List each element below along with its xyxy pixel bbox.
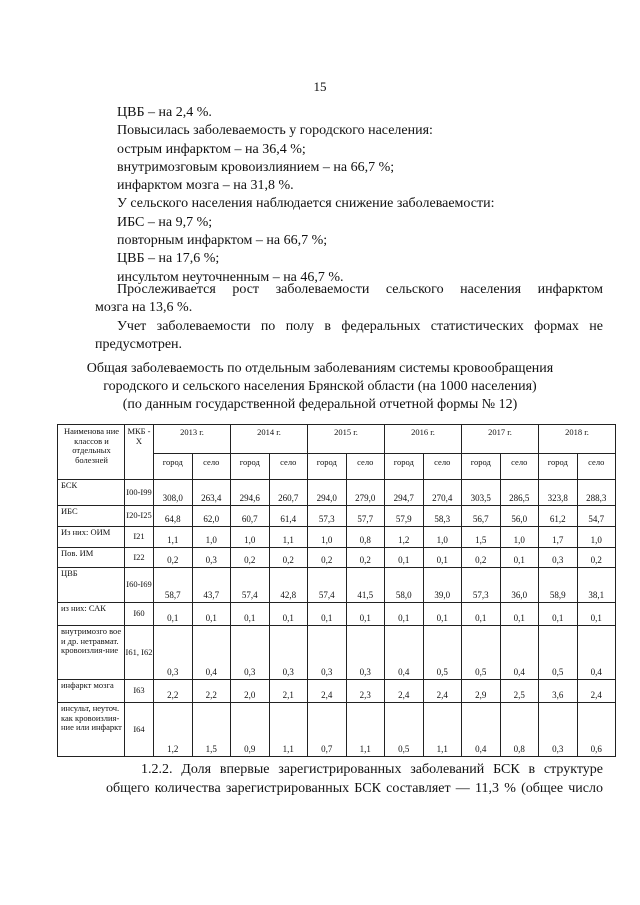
city-value-cell: 303,5 bbox=[462, 480, 501, 506]
subheader-village: село bbox=[346, 454, 385, 480]
village-value-cell: 36,0 bbox=[500, 568, 539, 603]
table-row bbox=[58, 680, 616, 703]
city-value-cell: 1,7 bbox=[539, 527, 578, 548]
city-value-cell: 0,5 bbox=[385, 703, 424, 757]
village-value-cell: 2,1 bbox=[269, 680, 308, 703]
table-row bbox=[58, 703, 616, 757]
village-value-cell: 270,4 bbox=[423, 480, 462, 506]
table-row bbox=[58, 626, 616, 680]
village-value-cell: 0,8 bbox=[346, 527, 385, 548]
village-value-cell: 43,7 bbox=[192, 568, 231, 603]
city-value-cell: 1,5 bbox=[462, 527, 501, 548]
section-1-2-2 bbox=[106, 761, 603, 798]
city-value-cell: 0,7 bbox=[308, 703, 347, 757]
year-header: 2016 г. bbox=[385, 425, 462, 454]
city-value-cell: 0,2 bbox=[462, 548, 501, 568]
table-row bbox=[58, 603, 616, 626]
year-header: 2017 г. bbox=[462, 425, 539, 454]
city-value-cell: 0,1 bbox=[154, 603, 193, 626]
city-value-cell: 294,6 bbox=[231, 480, 270, 506]
paragraph-line: Учет заболеваемости по полу в федеральных статистических формах не bbox=[117, 319, 603, 334]
city-value-cell: 1,1 bbox=[154, 527, 193, 548]
village-value-cell: 0,2 bbox=[269, 548, 308, 568]
intro-line: внутримозговым кровоизлиянием – на 66,7 %; bbox=[117, 159, 395, 175]
subheader-city: город bbox=[462, 454, 501, 480]
subheader-village: село bbox=[500, 454, 539, 480]
subheader-city: город bbox=[385, 454, 424, 480]
city-value-cell: 0,1 bbox=[539, 603, 578, 626]
table-row bbox=[58, 568, 616, 603]
intro-line: ЦВБ – на 2,4 %. bbox=[117, 105, 212, 120]
city-value-cell: 2,4 bbox=[385, 680, 424, 703]
year-header: 2018 г. bbox=[539, 425, 616, 454]
subheader-city: город bbox=[231, 454, 270, 480]
village-value-cell: 288,3 bbox=[577, 480, 616, 506]
city-value-cell: 0,9 bbox=[231, 703, 270, 757]
village-value-cell: 0,8 bbox=[500, 703, 539, 757]
subheader-city: город bbox=[308, 454, 347, 480]
village-value-cell: 1,0 bbox=[500, 527, 539, 548]
table-title-line: (по данным государственной федеральной отчетной формы № 12) bbox=[122, 397, 518, 412]
city-value-cell: 3,6 bbox=[539, 680, 578, 703]
table-row bbox=[58, 506, 616, 527]
subheader-city: город bbox=[539, 454, 578, 480]
city-value-cell: 0,3 bbox=[539, 548, 578, 568]
table-title-line: городского и сельского населения Брянской области (на 1000 населения) bbox=[103, 379, 537, 394]
village-value-cell: 0,4 bbox=[192, 626, 231, 680]
table-row bbox=[58, 480, 616, 506]
icd-code-cell: I63 bbox=[125, 680, 154, 703]
icd-code-cell: I60 bbox=[125, 603, 154, 626]
city-value-cell: 0,2 bbox=[154, 548, 193, 568]
paragraph-line: предусмотрен. bbox=[95, 337, 183, 353]
city-value-cell: 57,9 bbox=[385, 506, 424, 527]
city-value-cell: 2,2 bbox=[154, 680, 193, 703]
subheader-village: село bbox=[423, 454, 462, 480]
icd-code-cell: I00-I99 bbox=[125, 480, 154, 506]
paragraph-line: 1.2.2. Доля впервые зарегистрированных заболеваний БСК в структуре bbox=[141, 762, 603, 777]
icd-code-cell: I61, I62 bbox=[125, 626, 154, 680]
city-value-cell: 2,9 bbox=[462, 680, 501, 703]
intro-line: инфарктом мозга – на 31,8 %. bbox=[117, 178, 294, 194]
paragraph-line: Прослеживается рост заболеваемости сельского населения инфарктом bbox=[117, 282, 603, 297]
city-value-cell: 58,9 bbox=[539, 568, 578, 603]
village-value-cell: 38,1 bbox=[577, 568, 616, 603]
city-value-cell: 308,0 bbox=[154, 480, 193, 506]
paragraph-line: мозга на 13,6 %. bbox=[95, 300, 193, 316]
village-value-cell: 1,1 bbox=[423, 703, 462, 757]
village-value-cell: 0,3 bbox=[192, 548, 231, 568]
village-value-cell: 1,0 bbox=[192, 527, 231, 548]
rural-growth-paragraph bbox=[95, 281, 603, 318]
village-value-cell: 0,1 bbox=[500, 548, 539, 568]
city-value-cell: 2,0 bbox=[231, 680, 270, 703]
city-value-cell: 0,2 bbox=[231, 548, 270, 568]
village-value-cell: 279,0 bbox=[346, 480, 385, 506]
city-value-cell: 0,5 bbox=[539, 626, 578, 680]
city-value-cell: 1,2 bbox=[154, 703, 193, 757]
village-value-cell: 1,0 bbox=[423, 527, 462, 548]
village-value-cell: 0,3 bbox=[269, 626, 308, 680]
disease-name-cell: Пов. ИМ bbox=[58, 548, 125, 568]
disease-name-cell: БСК bbox=[58, 480, 125, 506]
village-value-cell: 2,4 bbox=[423, 680, 462, 703]
city-value-cell: 58,0 bbox=[385, 568, 424, 603]
village-value-cell: 1,1 bbox=[346, 703, 385, 757]
village-value-cell: 2,4 bbox=[577, 680, 616, 703]
city-value-cell: 0,1 bbox=[462, 603, 501, 626]
village-value-cell: 0,1 bbox=[500, 603, 539, 626]
intro-line: ИБС – на 9,7 %; bbox=[117, 214, 213, 230]
village-value-cell: 0,1 bbox=[577, 603, 616, 626]
city-value-cell: 1,0 bbox=[231, 527, 270, 548]
village-value-cell: 1,1 bbox=[269, 527, 308, 548]
village-value-cell: 1,5 bbox=[192, 703, 231, 757]
icd-code-cell: I60-I69 bbox=[125, 568, 154, 603]
village-value-cell: 1,0 bbox=[577, 527, 616, 548]
village-value-cell: 263,4 bbox=[192, 480, 231, 506]
village-value-cell: 58,3 bbox=[423, 506, 462, 527]
city-value-cell: 57,3 bbox=[462, 568, 501, 603]
village-value-cell: 0,5 bbox=[423, 626, 462, 680]
village-value-cell: 0,1 bbox=[192, 603, 231, 626]
city-value-cell: 56,7 bbox=[462, 506, 501, 527]
disease-name-cell: инфаркт мозга bbox=[58, 680, 125, 703]
city-value-cell: 0,1 bbox=[308, 603, 347, 626]
year-header-row bbox=[58, 425, 616, 454]
intro-line: ЦВБ – на 17,6 %; bbox=[117, 251, 220, 267]
village-value-cell: 0,1 bbox=[269, 603, 308, 626]
village-value-cell: 0,2 bbox=[346, 548, 385, 568]
year-header: 2014 г. bbox=[231, 425, 308, 454]
subheader-city: город bbox=[154, 454, 193, 480]
intro-line: острым инфарктом – на 36,4 %; bbox=[117, 141, 306, 157]
intro-text bbox=[117, 104, 603, 287]
disease-name-cell: ЦВБ bbox=[58, 568, 125, 603]
page-number: 15 bbox=[313, 79, 327, 94]
city-value-cell: 57,4 bbox=[308, 568, 347, 603]
village-value-cell: 61,4 bbox=[269, 506, 308, 527]
table-row bbox=[58, 548, 616, 568]
village-value-cell: 260,7 bbox=[269, 480, 308, 506]
village-value-cell: 0,2 bbox=[577, 548, 616, 568]
city-value-cell: 0,3 bbox=[308, 626, 347, 680]
village-value-cell: 57,7 bbox=[346, 506, 385, 527]
city-value-cell: 64,8 bbox=[154, 506, 193, 527]
city-value-cell: 294,0 bbox=[308, 480, 347, 506]
village-value-cell: 54,7 bbox=[577, 506, 616, 527]
village-value-cell: 0,6 bbox=[577, 703, 616, 757]
city-value-cell: 323,8 bbox=[539, 480, 578, 506]
city-value-cell: 60,7 bbox=[231, 506, 270, 527]
village-value-cell: 1,1 bbox=[269, 703, 308, 757]
city-value-cell: 57,3 bbox=[308, 506, 347, 527]
disease-name-cell: инсульт, неуточ. как кровоизлия-ние или инфаркт bbox=[58, 703, 125, 757]
village-value-cell: 0,4 bbox=[500, 626, 539, 680]
city-value-cell: 0,3 bbox=[154, 626, 193, 680]
icd-code-cell: I64 bbox=[125, 703, 154, 757]
disease-name-cell: ИБС bbox=[58, 506, 125, 527]
gender-note-paragraph bbox=[95, 318, 603, 355]
city-value-cell: 0,2 bbox=[308, 548, 347, 568]
table-title-line: Общая заболеваемость по отдельным заболеваниям системы кровообращения bbox=[86, 361, 554, 376]
city-value-cell: 1,0 bbox=[308, 527, 347, 548]
city-value-cell: 0,1 bbox=[385, 548, 424, 568]
disease-name-cell: внутримозго вое и др. нетравмат. кровоизлия-ние bbox=[58, 626, 125, 680]
city-value-cell: 2,4 bbox=[308, 680, 347, 703]
disease-name-cell: Из них: ОИМ bbox=[58, 527, 125, 548]
city-value-cell: 0,5 bbox=[462, 626, 501, 680]
village-value-cell: 62,0 bbox=[192, 506, 231, 527]
city-value-cell: 58,7 bbox=[154, 568, 193, 603]
village-value-cell: 2,5 bbox=[500, 680, 539, 703]
icd-code-cell: I20-I25 bbox=[125, 506, 154, 527]
city-value-cell: 61,2 bbox=[539, 506, 578, 527]
year-header: 2015 г. bbox=[308, 425, 385, 454]
village-value-cell: 39,0 bbox=[423, 568, 462, 603]
icd-code-cell: I22 bbox=[125, 548, 154, 568]
icd-code-cell: I21 bbox=[125, 527, 154, 548]
village-value-cell: 41,5 bbox=[346, 568, 385, 603]
city-value-cell: 0,1 bbox=[385, 603, 424, 626]
city-value-cell: 0,3 bbox=[231, 626, 270, 680]
village-value-cell: 0,1 bbox=[346, 603, 385, 626]
table-title bbox=[0, 360, 640, 414]
village-value-cell: 0,4 bbox=[577, 626, 616, 680]
city-value-cell: 0,4 bbox=[462, 703, 501, 757]
village-value-cell: 2,2 bbox=[192, 680, 231, 703]
village-value-cell: 286,5 bbox=[500, 480, 539, 506]
subheader-village: село bbox=[577, 454, 616, 480]
intro-line: инсультом неуточненным – на 46,7 %. bbox=[117, 269, 344, 285]
paragraph-line: общего количества зарегистрированных БСК составляет — 11,3 % (общее число bbox=[106, 780, 603, 796]
intro-line: Повысилась заболеваемость у городского населения: bbox=[117, 123, 433, 139]
city-value-cell: 0,1 bbox=[231, 603, 270, 626]
subheader-village: село bbox=[192, 454, 231, 480]
morbidity-table bbox=[57, 424, 616, 757]
intro-line: повторным инфарктом – на 66,7 %; bbox=[117, 233, 328, 249]
village-value-cell: 0,1 bbox=[423, 548, 462, 568]
disease-name-cell: из них: САК bbox=[58, 603, 125, 626]
year-header: 2013 г. bbox=[154, 425, 231, 454]
subheader-village: село bbox=[269, 454, 308, 480]
table-row bbox=[58, 527, 616, 548]
city-value-cell: 294,7 bbox=[385, 480, 424, 506]
village-value-cell: 56,0 bbox=[500, 506, 539, 527]
city-value-cell: 0,3 bbox=[539, 703, 578, 757]
code-column-header: МКБ - X bbox=[125, 425, 154, 480]
intro-line: У сельского населения наблюдается снижение заболеваемости: bbox=[117, 196, 495, 212]
village-value-cell: 42,8 bbox=[269, 568, 308, 603]
city-value-cell: 57,4 bbox=[231, 568, 270, 603]
village-value-cell: 2,3 bbox=[346, 680, 385, 703]
city-value-cell: 1,2 bbox=[385, 527, 424, 548]
name-column-header: Наименова ние классов и отдельных болезней bbox=[58, 425, 125, 480]
village-value-cell: 0,1 bbox=[423, 603, 462, 626]
village-value-cell: 0,3 bbox=[346, 626, 385, 680]
city-value-cell: 0,4 bbox=[385, 626, 424, 680]
